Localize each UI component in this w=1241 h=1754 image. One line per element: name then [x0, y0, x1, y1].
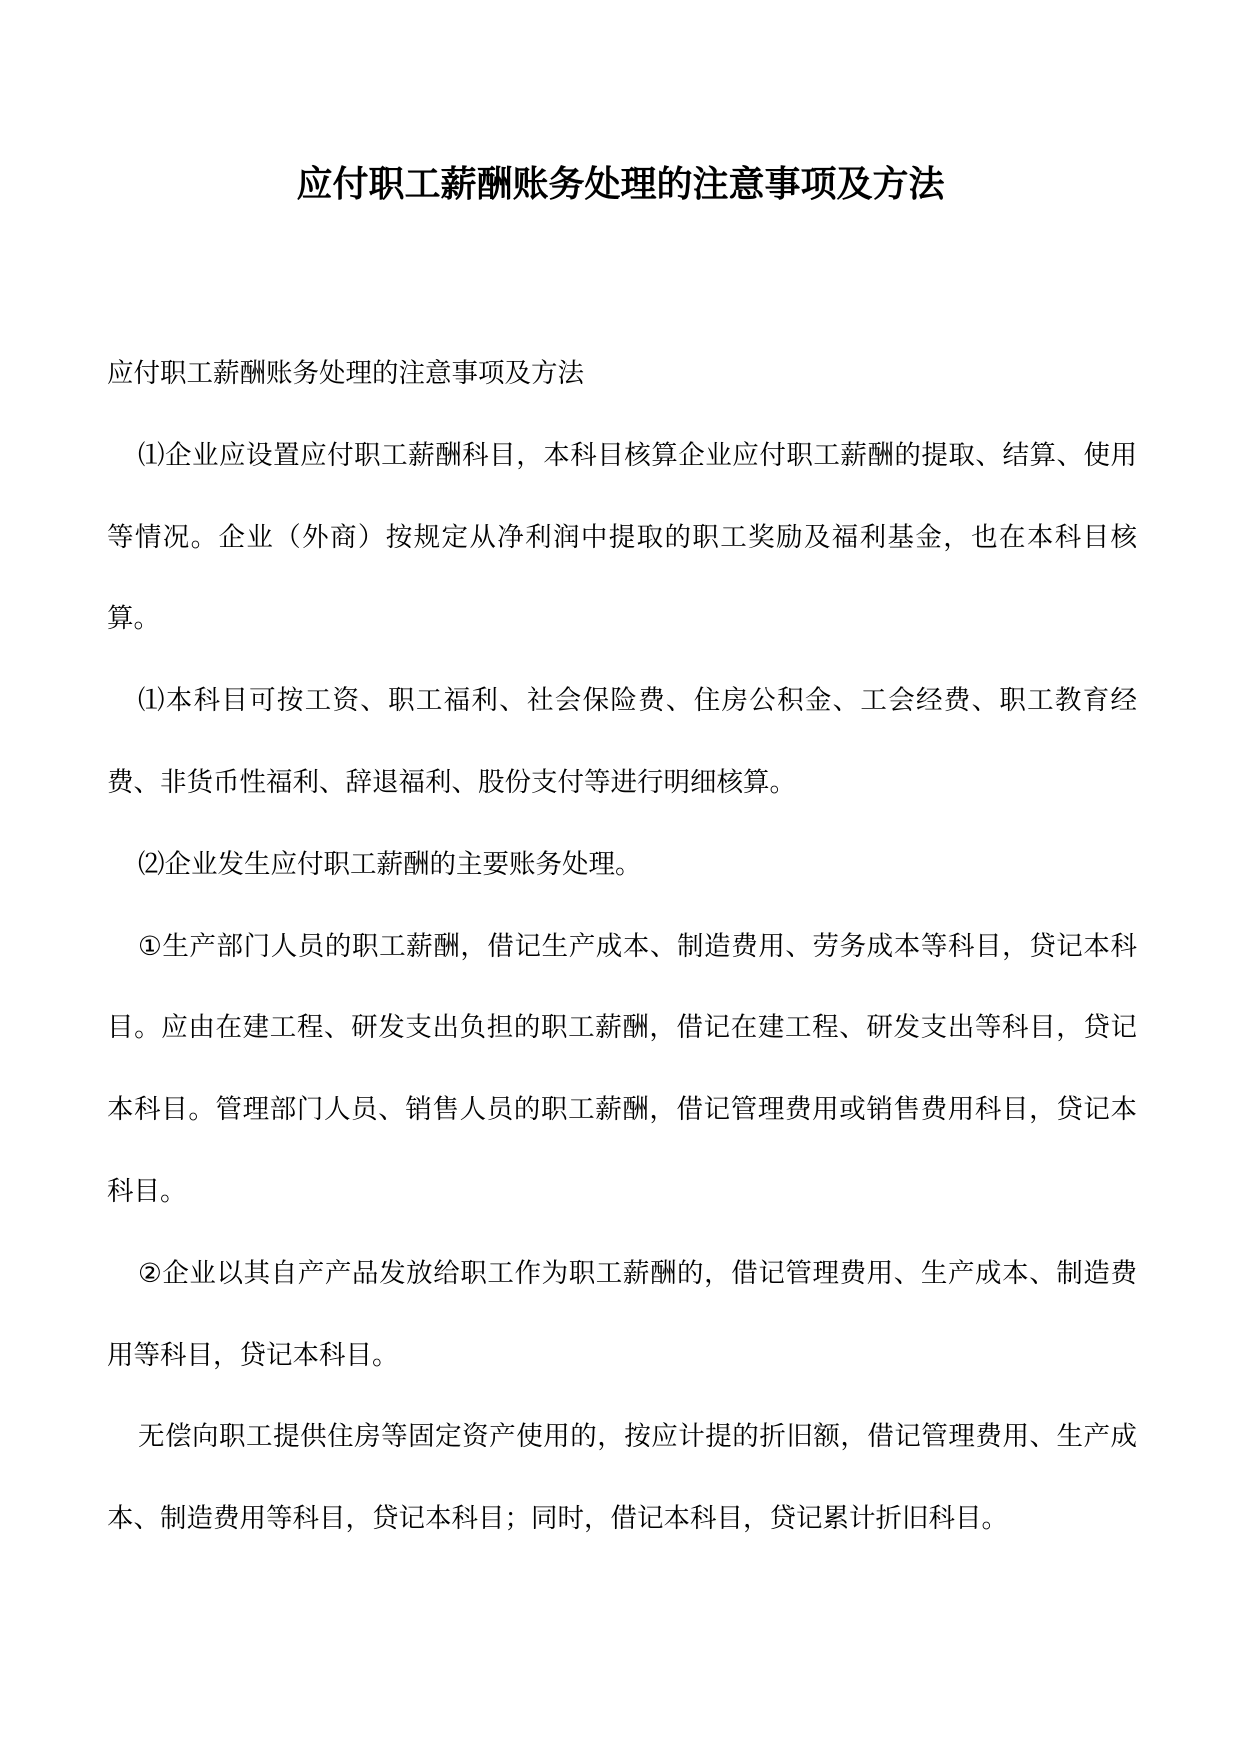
paragraph-housing: 无偿向职工提供住房等固定资产使用的，按应计提的折旧额，借记管理费用、生产成本、制造费用等科目，贷记本科目；同时，借记本科目，贷记累计折旧科目。: [107, 1421, 1137, 1535]
body-heading: 应付职工薪酬账务处理的注意事项及方法: [107, 358, 584, 389]
paragraph-item-1: ①生产部门人员的职工薪酬，借记生产成本、制造费用、劳务成本等科目，贷记本科目。应由在建工程、研发支出负担的职工薪酬，借记在建工程、研发支出等科目，贷记本科目。管理部门人员、销售人员的职工薪酬，借记管理费用或销售费用科目，贷记本科目。: [107, 930, 1137, 1207]
document-title: 应付职工薪酬账务处理的注意事项及方法: [296, 164, 945, 205]
paragraph-main-treatment: ⑵企业发生应付职工薪酬的主要账务处理。: [138, 848, 642, 880]
paragraph-item-2: ②企业以其自产产品发放给职工作为职工薪酬的，借记管理费用、生产成本、制造费用等科目，贷记本科目。: [107, 1257, 1137, 1371]
paragraph-account-setup: ⑴企业应设置应付职工薪酬科目，本科目核算企业应付职工薪酬的提取、结算、使用等情况。企业（外商）按规定从净利润中提取的职工奖励及福利基金，也在本科目核算。: [107, 439, 1137, 635]
document-body: [107, 333, 1137, 1560]
paragraph-detail-accounting: ⑴本科目可按工资、职工福利、社会保险费、住房公积金、工会经费、职工教育经费、非货币性福利、辞退福利、股份支付等进行明细核算。: [107, 685, 1137, 798]
